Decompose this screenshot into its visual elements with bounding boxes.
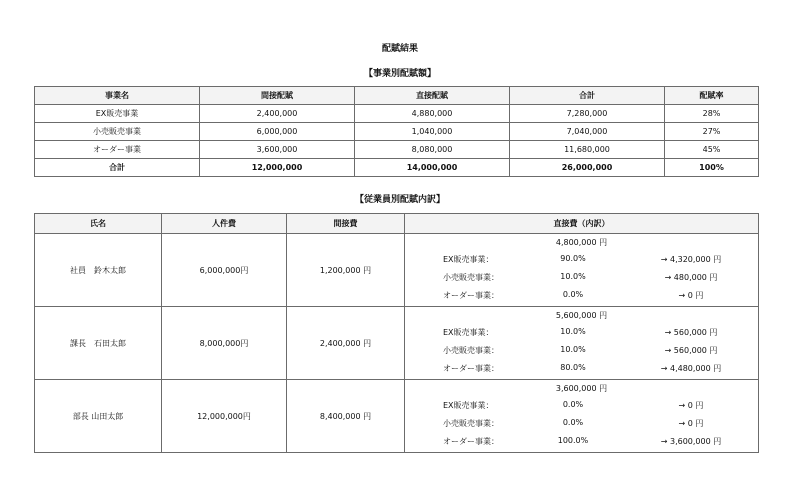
total-indirect: 12,000,000	[200, 159, 355, 177]
header-indirect-cost: 間接費	[287, 214, 405, 234]
breakdown-percent: 10.0%	[560, 345, 586, 354]
breakdown-business: オーダー事業：	[443, 437, 499, 446]
breakdown-amount: → 4,480,000 円	[660, 364, 722, 373]
rate-value: 27%	[665, 123, 759, 141]
breakdown-percent: 90.0%	[560, 254, 586, 263]
rate-value: 45%	[665, 141, 759, 159]
breakdown-percent: 80.0%	[560, 363, 586, 372]
header-business: 事業名	[35, 87, 200, 105]
direct-value: 1,040,000	[355, 123, 510, 141]
breakdown-row	[405, 290, 758, 302]
breakdown-business: EX販売事業：	[443, 328, 494, 337]
header-direct-cost: 直接費（内訳）	[405, 214, 759, 234]
breakdown-row	[405, 436, 758, 448]
total-value: 11,680,000	[510, 141, 665, 159]
breakdown-amount: → 0 円	[678, 291, 704, 300]
table-row	[35, 307, 759, 380]
direct-cost-cell	[405, 307, 759, 380]
business-name: EX販売事業	[35, 105, 200, 123]
indirect-value: 6,000,000	[200, 123, 355, 141]
employee-name: 社員 鈴木太郎	[35, 234, 162, 307]
breakdown-amount: → 0 円	[678, 419, 704, 428]
header-rate: 配賦率	[665, 87, 759, 105]
breakdown-percent: 0.0%	[562, 290, 584, 299]
total-value: 7,040,000	[510, 123, 665, 141]
breakdown-row	[405, 272, 758, 284]
breakdown-row	[405, 400, 758, 412]
table-row	[35, 141, 759, 159]
total-rate: 100%	[665, 159, 759, 177]
table-row	[35, 123, 759, 141]
labor-cost: 6,000,000円	[162, 234, 287, 307]
employee-heading: 【従業員別配賦内訳】	[354, 195, 445, 205]
total-sum: 26,000,000	[510, 159, 665, 177]
indirect-cost: 8,400,000 円	[287, 380, 405, 453]
employee-name: 課長 石田太郎	[35, 307, 162, 380]
indirect-cost: 1,200,000 円	[287, 234, 405, 307]
employee-name: 部長 山田太郎	[35, 380, 162, 453]
business-name: オーダー事業	[35, 141, 200, 159]
breakdown-row	[405, 363, 758, 375]
direct-value: 4,880,000	[355, 105, 510, 123]
allocation-header-row	[35, 87, 759, 105]
allocation-heading: 【事業別配賦額】	[363, 69, 436, 79]
table-row	[35, 105, 759, 123]
breakdown-amount: → 3,600,000 円	[660, 437, 722, 446]
breakdown-percent: 100.0%	[557, 436, 589, 445]
direct-total: 3,600,000 円	[555, 384, 608, 393]
employee-table	[34, 213, 759, 453]
header-name: 氏名	[35, 214, 162, 234]
direct-cost-cell	[405, 380, 759, 453]
labor-cost: 8,000,000円	[162, 307, 287, 380]
breakdown-business: オーダー事業：	[443, 364, 499, 373]
indirect-value: 3,600,000	[200, 141, 355, 159]
direct-total: 4,800,000 円	[555, 238, 608, 247]
table-row	[35, 234, 759, 307]
labor-cost: 12,000,000円	[162, 380, 287, 453]
breakdown-amount: → 560,000 円	[664, 328, 718, 337]
breakdown-business: オーダー事業：	[443, 291, 499, 300]
total-row	[35, 159, 759, 177]
breakdown-business: 小売販売事業：	[443, 273, 499, 282]
direct-cost-cell	[405, 234, 759, 307]
business-name: 小売販売事業	[35, 123, 200, 141]
direct-total: 5,600,000 円	[555, 311, 608, 320]
employee-header-row	[35, 214, 759, 234]
breakdown-amount: → 0 円	[678, 401, 704, 410]
header-labor: 人件費	[162, 214, 287, 234]
page-title: 配賦結果	[381, 44, 418, 54]
breakdown-percent: 10.0%	[560, 272, 586, 281]
breakdown-amount: → 480,000 円	[664, 273, 718, 282]
allocation-table	[34, 86, 759, 177]
table-row	[35, 380, 759, 453]
total-direct: 14,000,000	[355, 159, 510, 177]
breakdown-row	[405, 254, 758, 266]
header-total: 合計	[510, 87, 665, 105]
breakdown-percent: 0.0%	[562, 400, 584, 409]
direct-value: 8,080,000	[355, 141, 510, 159]
breakdown-business: 小売販売事業：	[443, 346, 499, 355]
breakdown-business: EX販売事業：	[443, 255, 494, 264]
breakdown-percent: 10.0%	[560, 327, 586, 336]
indirect-value: 2,400,000	[200, 105, 355, 123]
total-value: 7,280,000	[510, 105, 665, 123]
breakdown-row	[405, 327, 758, 339]
breakdown-row	[405, 345, 758, 357]
header-indirect: 間接配賦	[200, 87, 355, 105]
header-direct: 直接配賦	[355, 87, 510, 105]
breakdown-row	[405, 418, 758, 430]
breakdown-business: EX販売事業：	[443, 401, 494, 410]
breakdown-amount: → 560,000 円	[664, 346, 718, 355]
breakdown-amount: → 4,320,000 円	[660, 255, 722, 264]
rate-value: 28%	[665, 105, 759, 123]
indirect-cost: 2,400,000 円	[287, 307, 405, 380]
breakdown-percent: 0.0%	[562, 418, 584, 427]
breakdown-business: 小売販売事業：	[443, 419, 499, 428]
total-label: 合計	[35, 159, 200, 177]
